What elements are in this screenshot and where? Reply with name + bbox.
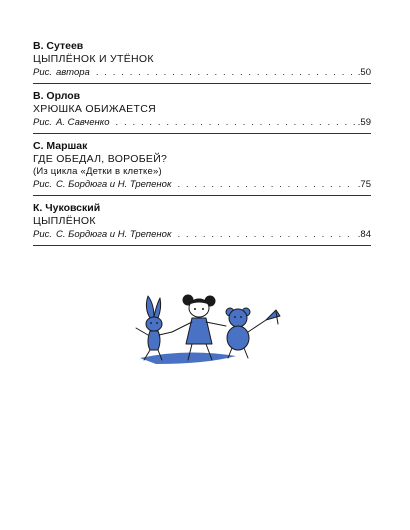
toc-entry [33, 90, 371, 129]
credit-prefix: Рис. [33, 67, 53, 78]
entry-credit [33, 178, 175, 191]
leader-dots [177, 228, 355, 241]
credit-illustrator: автора [56, 67, 90, 78]
credit-illustrator: С. Бордюга и Н. Трепенок [56, 179, 172, 190]
entry-credit [33, 228, 175, 241]
entry-credit-line [33, 228, 371, 241]
credit-prefix: Рис. [33, 229, 53, 240]
leader-dots [116, 116, 356, 129]
entry-page-number: .75 [357, 179, 371, 190]
entry-author: С. Маршак [33, 140, 88, 152]
entry-title: ЦЫПЛЁНОК И УТЁНОК [33, 53, 154, 65]
credit-illustrator: А. Савченко [56, 117, 110, 128]
divider [33, 133, 371, 134]
divider [33, 245, 371, 246]
entry-credit-line [33, 66, 371, 79]
divider [33, 195, 371, 196]
entry-credit [33, 66, 94, 79]
girl-figure [172, 295, 226, 360]
entry-author: В. Сутеев [33, 40, 84, 52]
divider [33, 83, 371, 84]
entry-credit [33, 116, 114, 129]
toc-entry [33, 202, 371, 241]
entry-credit-line [33, 178, 371, 191]
characters-illustration [126, 290, 286, 370]
toc-entry [33, 140, 371, 191]
credit-prefix: Рис. [33, 117, 53, 128]
credit-prefix: Рис. [33, 179, 53, 190]
toc-entry [33, 40, 371, 79]
entry-page-number: .50 [357, 67, 371, 78]
entry-title: ХРЮШКА ОБИЖАЕТСЯ [33, 103, 156, 115]
entry-page-number: .84 [357, 229, 371, 240]
entry-title: ЦЫПЛЁНОК [33, 215, 96, 227]
entry-credit-line [33, 116, 371, 129]
entry-author: В. Орлов [33, 90, 81, 102]
toy-figure [266, 310, 280, 324]
leader-dots [96, 66, 356, 79]
entry-title: ГДЕ ОБЕДАЛ, ВОРОБЕЙ? [33, 153, 168, 165]
credit-illustrator: С. Бордюга и Н. Трепенок [56, 229, 172, 240]
entry-author: К. Чуковский [33, 202, 101, 214]
teddy-bear-figure [226, 308, 266, 358]
entry-note: (Из цикла «Детки в клетке») [33, 166, 162, 177]
entry-page-number: .59 [357, 117, 371, 128]
bunny-figure [136, 296, 172, 360]
table-of-contents [33, 40, 371, 252]
leader-dots [177, 178, 355, 191]
